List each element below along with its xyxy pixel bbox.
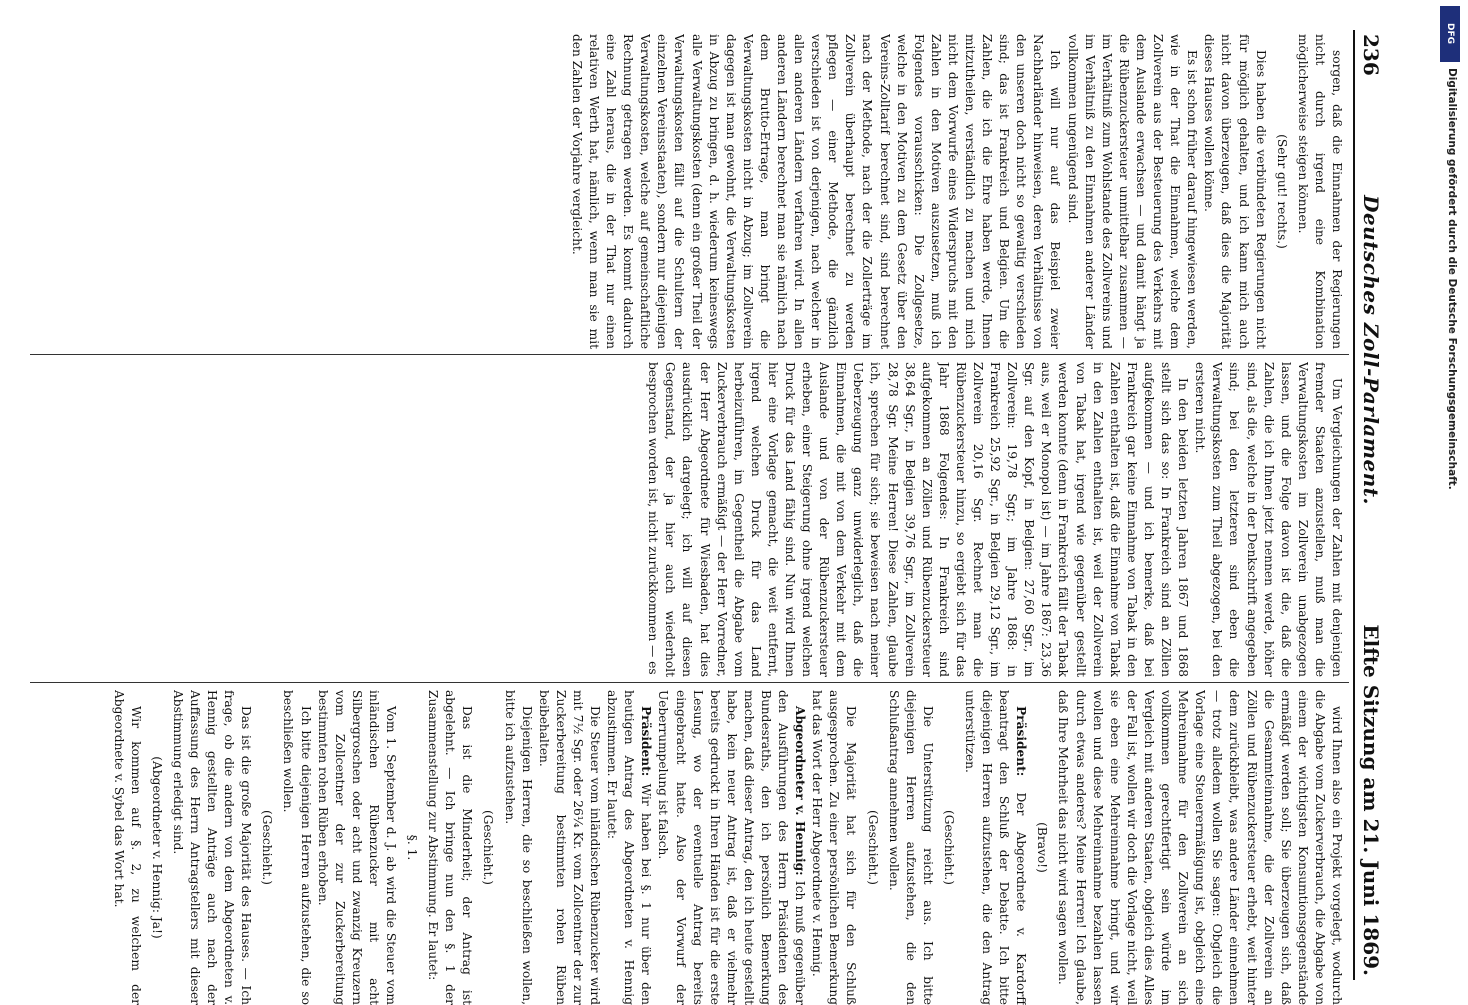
paragraph-text: Der Abgeordnete v. Kardorff beantragt den Schluß der Debatte. Ich bitte diejenigen Herren aufzustehen, die den Antrag unterstützen. xyxy=(963,690,1029,1005)
text-column-1 xyxy=(40,34,1345,349)
stage-direction: (Bravo!) xyxy=(1035,822,1050,873)
stage-direction: (Geschieht.) xyxy=(941,809,956,886)
speaker-name: Abgeordneter v. Hennig: xyxy=(793,706,808,876)
paragraph-text: Die Steuer vom inländischen Rübenzucker wird mit 7½ Sgr. oder 26¼ Kr. vom Zollcentner der zur Zuckerbereitung bestimmten rohen Rüben beibehalten. xyxy=(536,690,603,1005)
paragraph xyxy=(110,690,144,1005)
paragraph xyxy=(279,690,313,1005)
stage-direction: §. 1. xyxy=(405,834,420,861)
paragraph xyxy=(1054,690,1345,1005)
paragraph-text: Das ist die große Majorität des Hauses. — Ich frage, ob die andern von dem Abgeordneten v. Hennig gestellten Anträge auch nach der Auffassung des Herrn Antragstellers mit dieser Abstimmung erledigt sind. xyxy=(170,690,254,1005)
paragraph-text: Die Unterstützung reicht aus. Ich bitte diejenigen Herren aufzustehen, die den Schlußantrag annehmen wollen. xyxy=(886,690,935,1005)
paragraph xyxy=(568,34,1064,349)
paragraph-text: Wir haben bei §. 1 nur über den heutigen Antrag des Abgeordneten v. Hennig abzustimmen. Er lautet: xyxy=(605,690,654,1005)
paragraph xyxy=(424,690,475,1005)
paragraph xyxy=(644,362,1191,677)
publication-title: Deutsches Zoll-Parlament. xyxy=(1359,195,1383,506)
paragraph xyxy=(1064,34,1201,349)
paragraph-text: Es ist schon früher darauf hingewiesen werden, wie in der That die Einnahmen, welche dem Zollverein aus der Besteuerung des Verkehrs mit dem Auslande erwachsen — und damit hängt ja die Rübenzuckersteuer unmittelbar zusammen — im Verhältniß zum Wohlstande des Zollvereins und im Verhältniß zu den Einnahmen anderer Länder vollkommen ungenügend sind. xyxy=(1065,34,1200,349)
column-divider xyxy=(30,682,1349,683)
paragraph xyxy=(654,690,808,1005)
paragraph xyxy=(1294,34,1345,349)
speaker-name: Präsident: xyxy=(639,706,654,777)
page-number: 236 xyxy=(1359,34,1383,76)
paragraph-text: Dies haben die verbündeten Regierungen nicht für möglich gehalten, und ich kann mich auch nicht davon überzeugen, daß dies die Majorität dieses Hauses wollen könne. xyxy=(1202,34,1268,349)
paragraph-text: Vom 1. September d. J. ab wird die Steuer vom inländischen Rübenzucker mit acht Silbergroschen oder acht und zwanzig Kreuzern vom Zollcentner der zur Zuckerbereitung bestimmten rohen Rüben erhoben. xyxy=(315,690,399,1005)
speaker-name: Präsident: xyxy=(1014,706,1029,777)
paragraph xyxy=(885,690,936,1005)
paragraph xyxy=(169,690,254,1005)
stage-direction: (Geschieht.) xyxy=(481,809,496,886)
paragraph-text: Das ist die Minderheit; der Antrag ist abgelehnt. — Ich bringe nun den §. 1 der Zusammenstellung zur Abstimmung. Er lautet: xyxy=(426,690,475,1005)
paragraph xyxy=(314,690,399,1005)
paragraph-text: Ich bitte diejenigen Herren aufzustehen, die so beschließen wollen. xyxy=(281,690,313,1005)
session-title: Elfte Sitzung am 21. Juni 1869. xyxy=(1359,624,1383,976)
paragraph xyxy=(808,690,859,1005)
column-divider xyxy=(30,354,1349,355)
paragraph-text: Wir kommen auf §. 2, zu welchem der Abgeordnete v. Sybel das Wort hat. xyxy=(111,690,143,1005)
paragraph xyxy=(961,690,1029,1005)
paragraph-text: wird Ihnen also ein Projekt vorgelegt, wodurch die Abgabe vom Zuckerverbrauch, die Abgabe von einem der wichtigsten Konsumtionsgegenstände ermäßigt werden soll; Sie überzeugen sich, daß die Gesammteinnahme, die der Zollverein an Zöllen und Rübenzuckersteuer erhebt, weit hinter dem zurückbleibt, was andere Länder einnehmen — trotz alledem wollen Sie sagen: Obgleich die Vorlage eine Steuerermäßigung ist, obgleich eine Mehreinnahme für den Zollverein an sich vollkommen gerechtfertigt sein würde im Vergleich mit anderen Staaten, obgleich dies Alles der Fall ist, wollen wir doch die Vorlage nicht, weil sie eben eine Mehreinnahme bringt, und wir wollen und diese Mehreinnahme bezahlen lassen durch etwas anderes? Meine Herren! Ich glaube, daß Ihre Mehrheit das nicht wird sagen wollen. xyxy=(1056,690,1344,1005)
page-header xyxy=(1359,34,1393,976)
text-column-2 xyxy=(40,362,1345,677)
stage-direction: (Abgeordneter v. Hennig: Ja!) xyxy=(149,756,164,939)
paragraph xyxy=(603,690,654,1005)
paragraph xyxy=(1200,34,1268,349)
paragraph-text: Ich muß gegenüber den Ausführungen des Herrn Präsidenten des Bundesraths, den ich persönlich Bemerkung machen, daß dieser Antrag, den ich heute gestellt habe, kein neuer Antrag ist, daß er vielmehr bereits gedruckt in Ihren Händen ist für die erste Lesung, wo der eventuelle Antrag bereits eingebracht hatte. Also der Vorwurf der Ueberrumpelung ist falsch. xyxy=(656,690,808,1005)
stage-direction: (Geschieht.) xyxy=(865,809,880,886)
paragraph-text: Diejenigen Herren, die so beschließen wollen, bitte ich aufzustehen. xyxy=(502,690,534,1005)
paragraph-text: sorgen, daß die Einnahmen der Regierungen nicht durch irgend eine Kombination möglicherweise steigen können. xyxy=(1295,34,1344,349)
paragraph-text: Um Vergleichungen der Zahlen mit denjenigen fremder Staaten anzustellen, muß man die Verwaltungskosten im Zollverein unabgezogen lassen, und die Folge davon ist die, daß die Zahlen, die ich Ihnen jetzt nennen werde, höher sind, als die, welche in der Denkschrift angegeben sind; bei den letzteren sind eben die Verwaltungskosten zum Theil abgezogen, bei den ersteren nicht. xyxy=(1193,362,1344,677)
stage-direction: (Sehr gut! rechts.) xyxy=(1274,134,1289,249)
header-rule xyxy=(1353,30,1355,980)
paragraph xyxy=(535,690,603,1005)
stage-direction: (Geschieht.) xyxy=(260,809,275,886)
paragraph xyxy=(501,690,535,1005)
paragraph-text: Die Majorität hat sich für den Schluß ausgesprochen. Zu einer persönlichen Bemerkung hat das Wort der Herr Abgeordnete v. Hennig. xyxy=(810,690,859,1005)
paragraph-text: Ich will nur auf das Beispiel zweier Nachbarländer hinweisen, deren Verhältnisse von den unseren doch nicht so gewaltig verschieden sind; das ist Frankreich und Belgien. Um die Zahlen, die ich die Ehre haben werde, Ihnen mitzutheilen, verständlich zu machen und mich nicht dem Vorwurfe eines Widerspruchs mit den Zahlen in den Motiven auszusetzen, muß ich Folgendes vorausschicken: Die Zollgesetze, welche in den Motiven zu dem Gesetz über den Vereins-Zolltarif berechnet sind, sind berechnet nach der Methode, nach der die Zollerträge im Zollverein überhaupt berechnet zu werden pflegen — einer Methode, die gänzlich verschieden ist von derjenigen, nach welcher in allen anderen Ländern verfahren wird. In allen anderen Ländern berechnet man sie nämlich nach dem Brutto-Ertrage, man bringt die Verwaltungskosten nicht in Abzug; im Zollverein dagegen ist man gewohnt, die Verwaltungskosten in Abzug zu bringen, d. h. wiederum keineswegs alle Verwaltungskosten (denn ein großer Theil der Verwaltungskosten fällt auf die Schultern der einzelnen Vereinsstaaten), sondern nur diejenigen Verwaltungskosten, welche auf gemeinschaftliche Rechnung getragen werden. Es kommt dadurch eine Zahl heraus, die in der That nur einen relativen Werth hat, nämlich, wenn man sie mit den Zahlen der Vorjahre vergleicht. xyxy=(569,34,1063,349)
dfg-logo: DFG xyxy=(1440,6,1460,62)
digitization-sidebar xyxy=(1438,6,1460,996)
paragraph-text: In den beiden letzten Jahren 1867 und 1868 stellt sich das so: In Frankreich sind an Zöllen aufgekommen — und ich bemerke, daß bei Frankreich gar keine Einnahme von Tabak in den Zahlen enthalten ist, daß die Einnahme von Tabak in den Zahlen enthalten ist, weil der Zollverein von Tabak hat, irgend wie gegenüber gestellt werden konnte (denn in Frankreich fällt der Tabak aus, weil er Monopol ist) — im Jahre 1867: 23,36 Sgr. auf den Kopf, in Belgien: 27,60 Sgr., im Zollverein: 19,78 Sgr.; im Jahre 1868: in Frankreich 25,92 Sgr., in Belgien 29,12 Sgr., im Zollverein 20,16 Sgr. Rechnet man die Rübenzuckersteuer hinzu, so ergiebt sich für das Jahr 1868 Folgendes: In Frankreich sind aufgekommen an Zöllen und Rübenzuckersteuer 38,64 Sgr., in Belgien 39,76 Sgr., im Zollverein 28,78 Sgr. Meine Herren! Diese Zahlen, glaube ich, sprechen für sich; sie beweisen nach meiner Ueberzeugung ganz unwiderleglich, daß die Einnahmen, die mit von dem Verkehr mit dem Auslande und von der Rübenzuckersteuer erheben, einer Steigerung ohne irgend welchen Druck für das Land fähig sind. Nun wird Ihnen hier eine Vorlage gemacht, die weit entfernt, irgend welchen Druck für das Land herbeizuführen, im Gegentheil die Abgabe vom Zuckerverbrauch ermäßigt — der Herr Vorredner, der Herr Abgeordnete für Wiesbaden, hat dies ausdrücklich dargelegt; ich will auf diesen Gegenstand, der ja hier auch wiederholt besprochen worden ist, nicht zurückkommen — es xyxy=(646,362,1191,677)
digitization-credit: Digitalisierung gefördert durch die Deutsche Forschungsgemeinschaft. xyxy=(1446,68,1458,490)
paragraph xyxy=(1191,362,1345,677)
text-column-3 xyxy=(40,690,1345,1005)
